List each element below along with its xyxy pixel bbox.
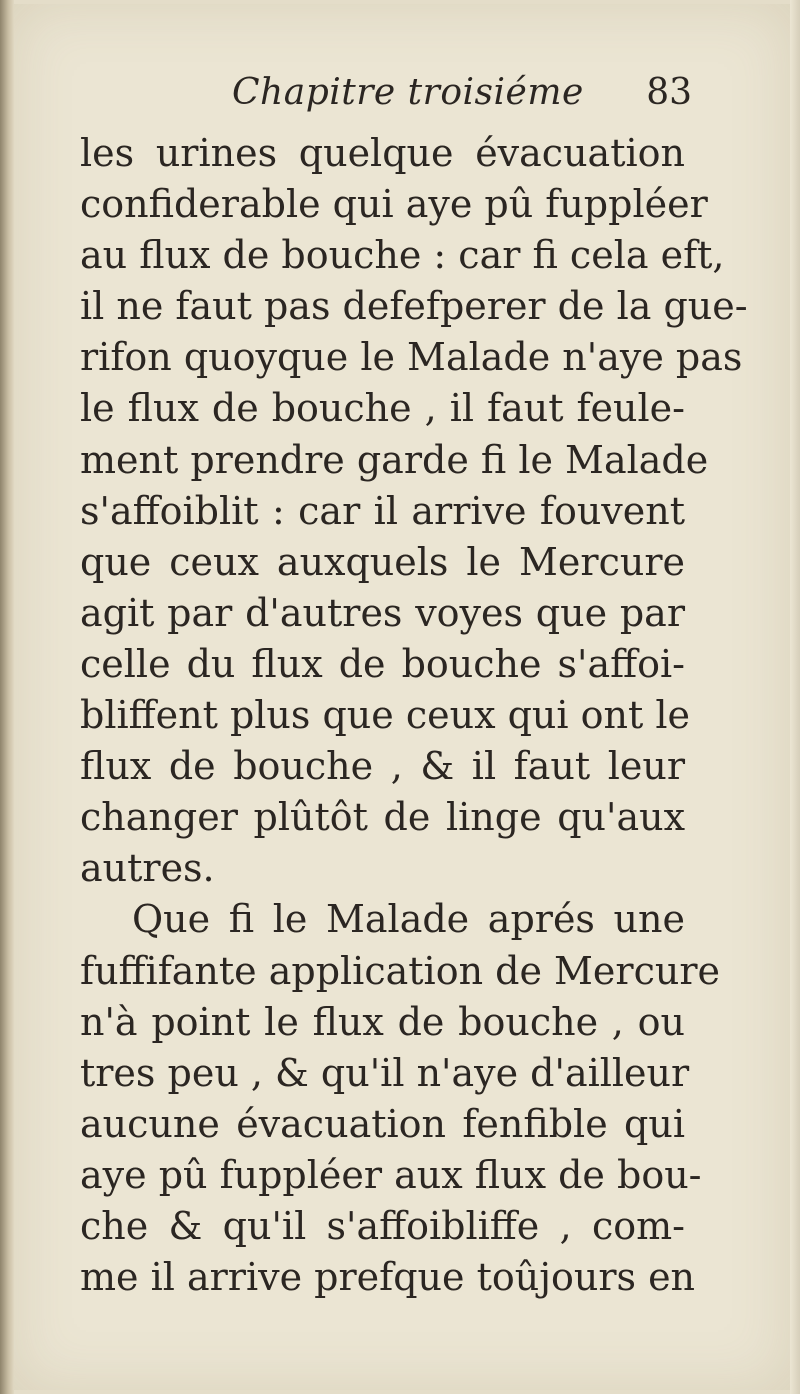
text-line: le flux de bouche , il faut feule- [80,386,685,431]
text-line: celle du flux de bouche s'affoi- [80,641,685,686]
text-line: les urines quelque évacuation [80,131,685,175]
text-line: s'affoiblit : car il arrive fouvent [80,488,685,533]
text-line: flux de bouche , & il faut leur [80,744,685,789]
text-line: tres peu , & qu'il n'aye d'ailleur [80,1050,690,1095]
text-line: Que fi le Malade aprés une [132,897,685,942]
text-line: aye pû fuppléer aux flux de bou- [80,1152,702,1197]
text-line: changer plûtôt de linge qu'aux [80,795,685,840]
text-line: au flux de bouche : car fi cela eft, [80,233,725,278]
text-line: fuffifante application de Mercure [80,948,720,993]
text-line: n'à point le flux de bouche , ou [80,999,685,1044]
text-line: che & qu'il s'affoibliffe , com- [80,1203,685,1248]
text-line: que ceux auxquels le Mercure [80,539,685,584]
page-gutter-shadow [0,0,14,1394]
text-line: ment prendre garde fi le Malade [80,437,709,482]
text-line: autres. [80,846,215,891]
text-line: me il arrive prefque toûjours en [80,1255,696,1300]
text-line: aucune évacuation fenfible qui [80,1101,685,1146]
text-line: rifon quoyque le Malade n'aye pas [80,335,743,380]
body-text [80,128,748,1303]
text-line: confiderable qui aye pû fuppléer [80,182,708,227]
running-title: Chapitre troisiéme [232,72,584,113]
page-edge [790,0,800,1394]
text-line: bliffent plus que ceux qui ont le [80,693,690,738]
page-header [232,72,692,122]
text-line: il ne faut pas defefperer de la gue- [80,284,748,329]
text-line: agit par d'autres voyes que par [80,590,685,635]
page-number: 83 [646,72,692,113]
